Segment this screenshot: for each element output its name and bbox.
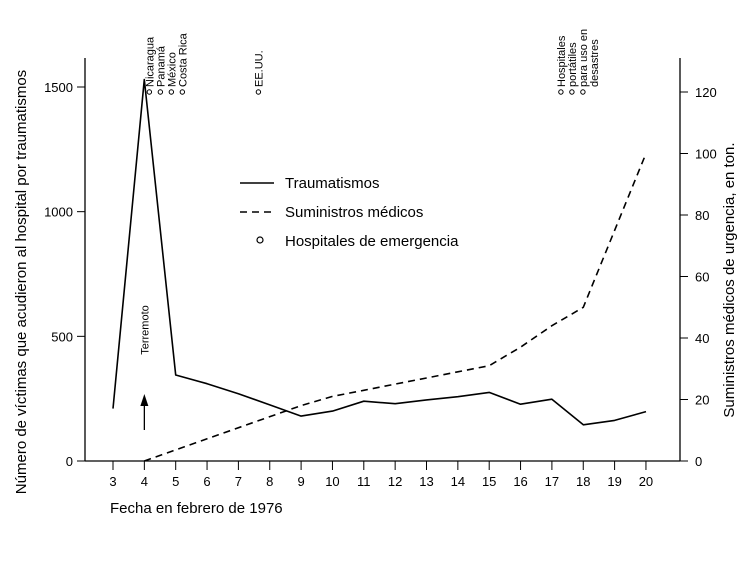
legend-label: Hospitales de emergencia xyxy=(285,233,459,250)
left-tick-label: 1500 xyxy=(44,80,73,95)
legend-swatch-circle xyxy=(257,237,263,243)
x-tick-label: 20 xyxy=(638,474,654,489)
x-tick-label: 13 xyxy=(419,474,434,489)
annotation-hospitales-portatiles: para uso en xyxy=(577,28,590,87)
series-layer xyxy=(113,80,646,462)
left-tick-label: 500 xyxy=(51,329,73,345)
annotation-costa-rica-group xyxy=(177,32,189,94)
left-tick-label: 0 xyxy=(65,454,73,469)
axes xyxy=(85,58,680,461)
legend-label: Suministros médicos xyxy=(285,204,424,221)
x-tick-label: 11 xyxy=(357,474,371,489)
annotation-panama: Panamá xyxy=(155,46,168,87)
terremoto-arrowhead xyxy=(140,394,148,406)
x-tick-label: 18 xyxy=(576,474,591,489)
legend-label: Traumatismos xyxy=(285,175,380,192)
right-axis-title: Suministros médicos de urgencia, en ton. xyxy=(721,142,738,418)
x-tick-label: 7 xyxy=(234,474,243,489)
x-tick-label: 8 xyxy=(266,474,274,489)
left-tick-label: 1000 xyxy=(44,204,73,220)
series-traumatismos-line xyxy=(113,80,646,425)
hospital-marker-circle xyxy=(256,90,260,94)
hospital-marker-circle xyxy=(570,90,574,94)
x-tick-label: 16 xyxy=(513,474,528,489)
left-axis-title: Número de víctimas que acudieron al hospital por traumatismos xyxy=(13,69,30,495)
hospital-marker-circle xyxy=(147,90,151,94)
right-tick-label: 20 xyxy=(695,392,710,408)
hospital-marker-circle xyxy=(158,90,162,94)
annotation-hospitales-portatiles: Hospitales xyxy=(555,35,568,87)
legend xyxy=(240,175,459,250)
right-tick-label: 0 xyxy=(695,454,703,469)
right-tick-label: 120 xyxy=(695,85,717,100)
hospital-marker-circle xyxy=(169,90,173,94)
right-tick-label: 80 xyxy=(695,208,710,223)
annotation-nicaragua: Nicaragua xyxy=(144,36,157,87)
x-tick-label: 12 xyxy=(387,474,403,489)
x-tick-label: 17 xyxy=(544,474,560,489)
annotation-eeuu: EE.UU. xyxy=(253,50,266,87)
right-tick-label: 40 xyxy=(695,331,710,346)
annotation-mexico: México xyxy=(166,52,179,87)
x-tick-label: 15 xyxy=(481,474,497,489)
annotation-hospitales-portatiles: desastres xyxy=(588,39,601,87)
annotation-eeuu-group xyxy=(253,50,265,94)
x-tick-label: 5 xyxy=(172,474,180,489)
hospital-marker-circle xyxy=(180,90,184,94)
right-tick-label: 100 xyxy=(695,146,717,162)
x-axis-title: Fecha en febrero de 1976 xyxy=(110,500,283,517)
x-tick-label: 3 xyxy=(109,474,117,489)
hospital-marker-circle xyxy=(559,90,563,94)
x-tick-label: 4 xyxy=(140,474,148,489)
annotation-costa-rica: Costa Rica xyxy=(177,33,190,87)
x-tick-label: 14 xyxy=(450,474,466,489)
right-tick-label: 60 xyxy=(695,269,710,285)
x-tick-label: 9 xyxy=(297,474,305,489)
annotation-terremoto: Terremoto xyxy=(139,305,152,355)
annotations xyxy=(139,29,601,430)
x-tick-label: 10 xyxy=(325,474,340,489)
x-tick-label: 6 xyxy=(203,474,211,489)
x-tick-label: 19 xyxy=(607,474,622,489)
hospital-marker-circle xyxy=(581,90,585,94)
annotation-hospitales-portatiles: portátiles xyxy=(566,42,579,87)
